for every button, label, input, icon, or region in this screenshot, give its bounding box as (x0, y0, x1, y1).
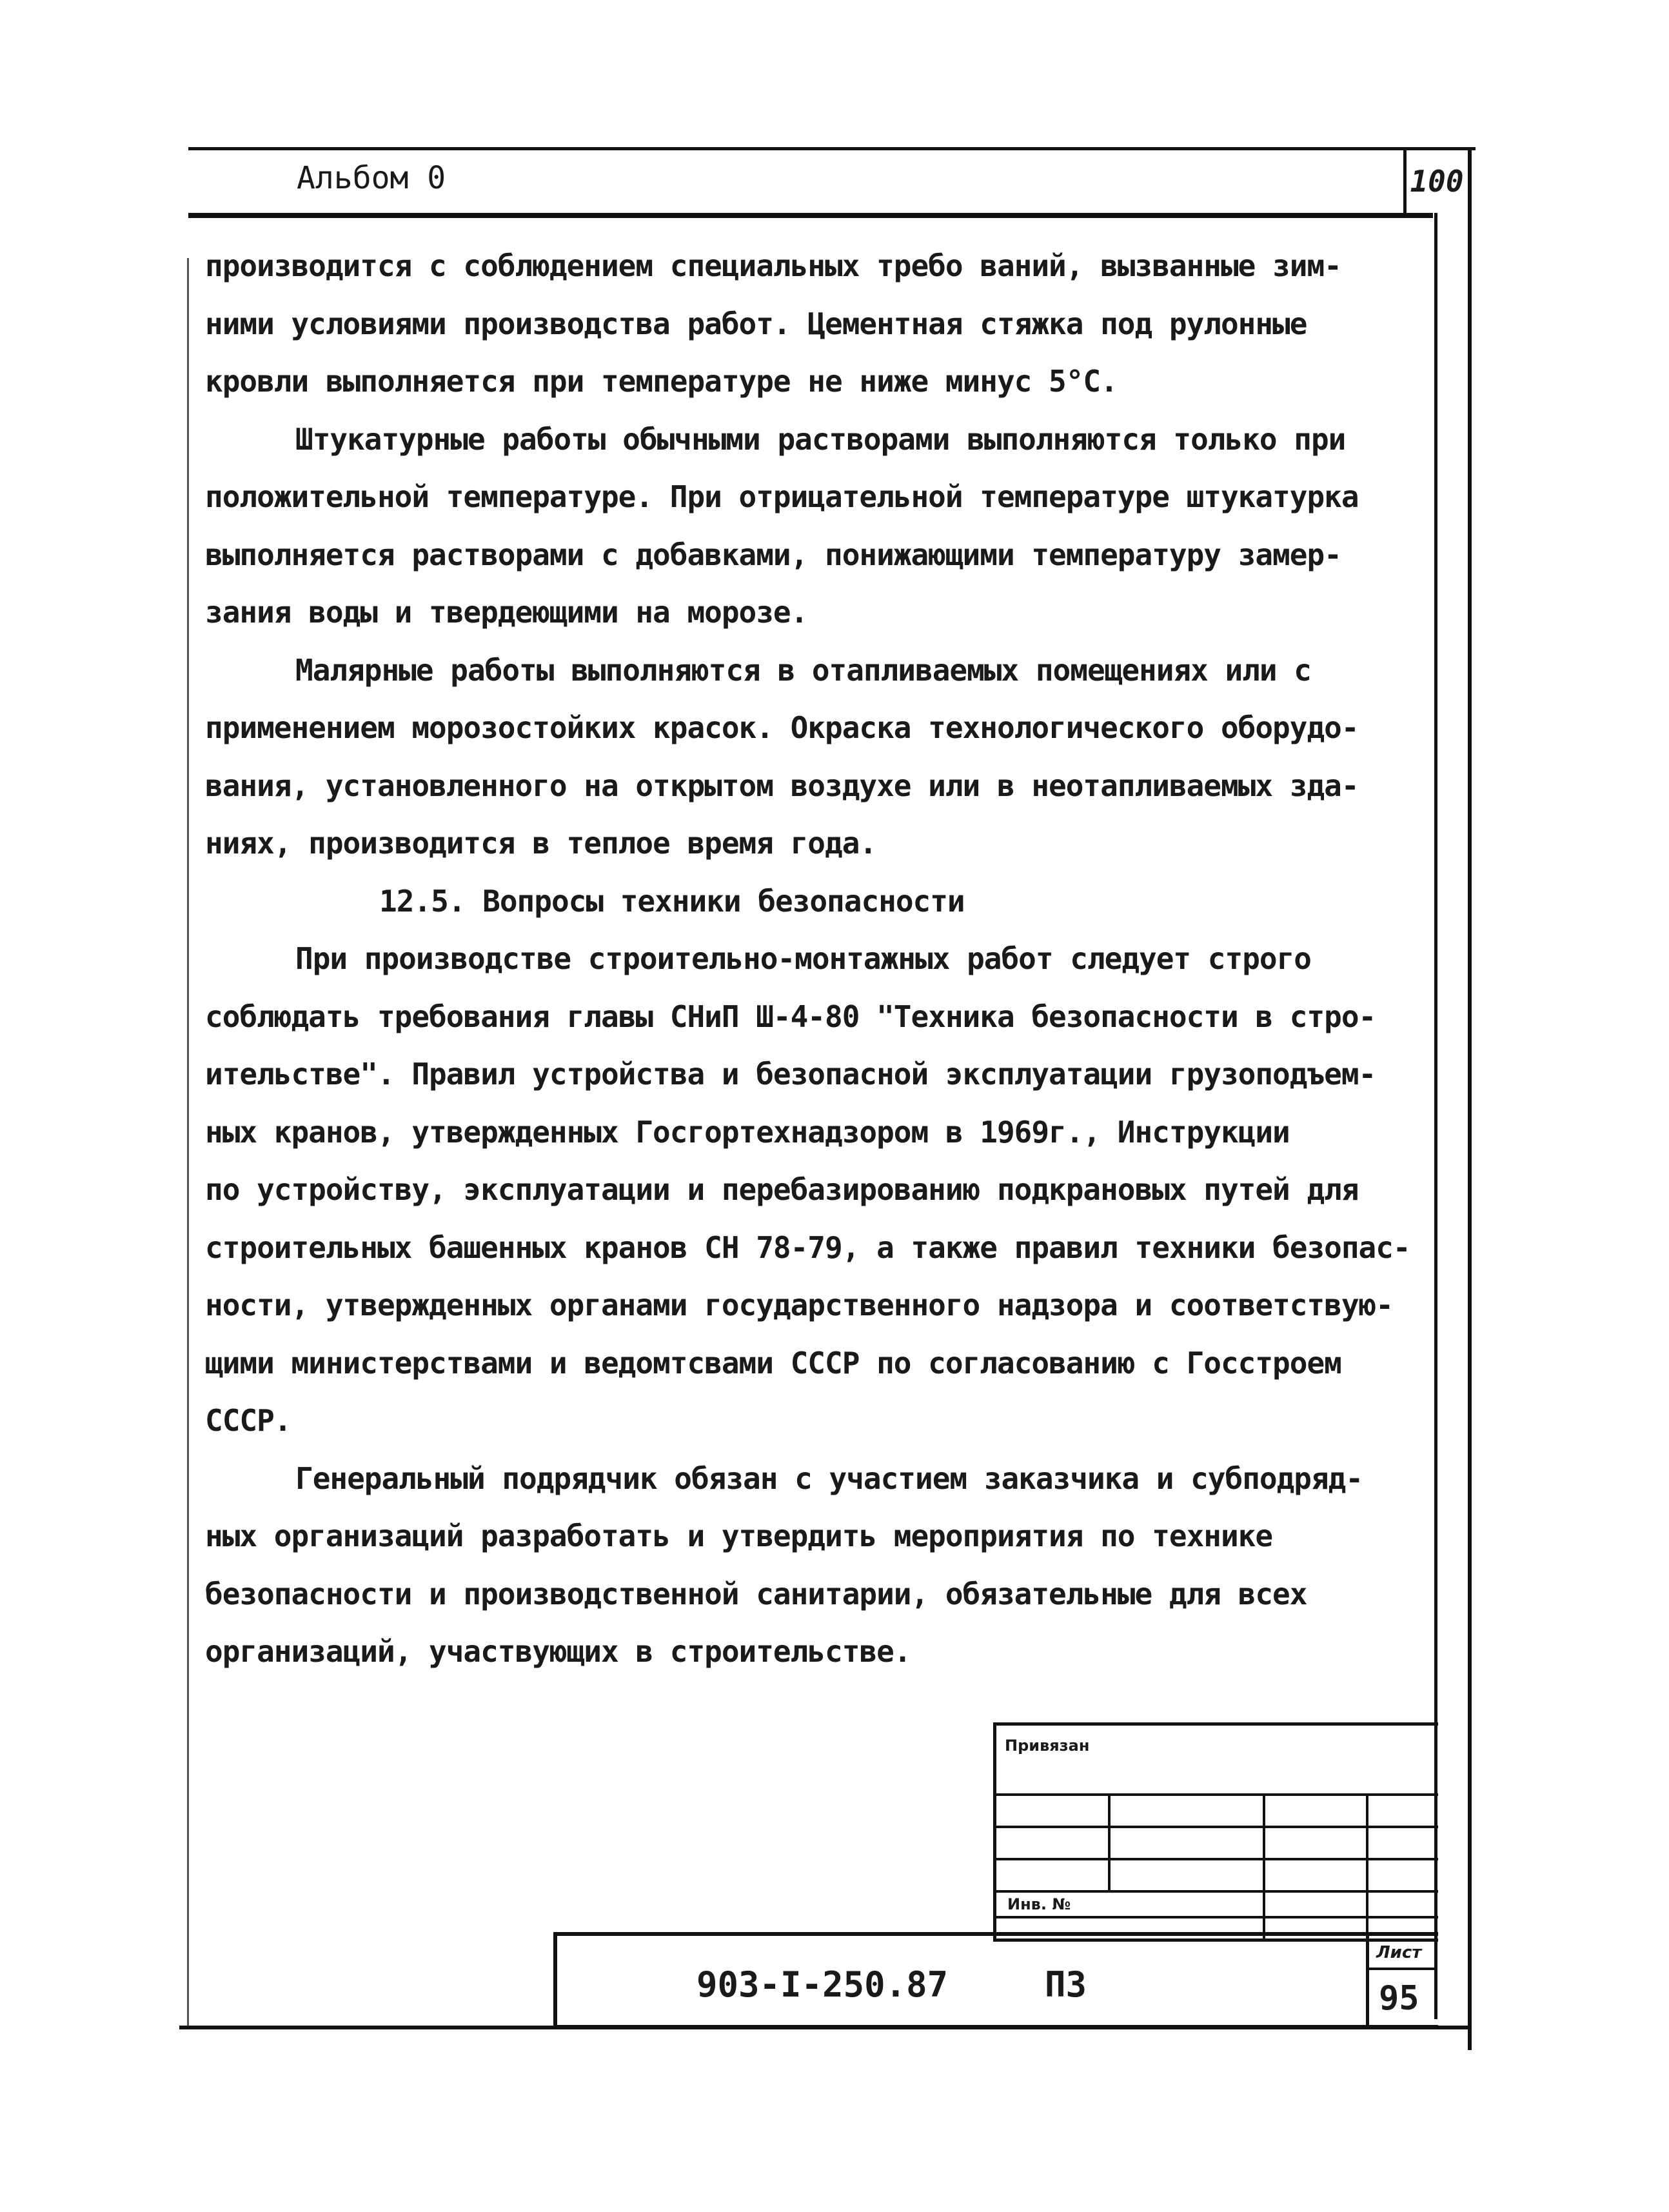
text-line: безопасности и производственной санитарии, обязательные для всех (205, 1576, 1307, 1611)
stamp-row-line (993, 1890, 1438, 1893)
text-line: СССР. (205, 1403, 291, 1438)
bound-label: Привязан (1005, 1737, 1090, 1755)
title-block (553, 1932, 1438, 2029)
text-line: положительной температуре. При отрицательной температуре штукатурка (205, 479, 1359, 514)
frame-bottom-line (179, 2026, 1472, 2029)
text-line: по устройству, эксплуатации и перебазированию подкрановых путей для (205, 1172, 1359, 1207)
stamp-row-line (993, 1826, 1438, 1828)
text-line: ности, утвержденных органами государственного надзора и соответствую- (205, 1288, 1393, 1322)
text-line: ных организаций разработать и утвердить мероприятия по технике (205, 1519, 1273, 1553)
text-line: ниях, производится в теплое время года. (205, 826, 877, 861)
sheet-number: 95 (1379, 1979, 1419, 2018)
album-title: Альбом 0 (297, 160, 446, 196)
stamp-col-line (1366, 1793, 1368, 1942)
paragraph (205, 1450, 1430, 1681)
text-line: При производстве строительно-монтажных работ следует строго (295, 941, 1311, 976)
text-line: кровли выполняется при температуре не ниже минус 5°С. (205, 364, 1118, 399)
text-line: ними условиями производства работ. Цементная стяжка под рулонные (205, 306, 1307, 341)
document-code: 903-I-250.87 (696, 1964, 949, 2005)
paragraph (205, 411, 1430, 642)
text-line: ительстве". Правил устройства и безопасной эксплуатации грузоподъем- (205, 1057, 1376, 1091)
frame-left-line (187, 258, 189, 2026)
text-line: зания воды и твердеющими на морозе. (205, 595, 808, 630)
text-line: ных кранов, утвержденных Госгортехнадзором в 1969г., Инструкции (205, 1114, 1290, 1150)
text-line: Малярные работы выполняются в отапливаемых помещениях или с (295, 652, 1311, 688)
stamp-row-line (993, 1916, 1438, 1918)
stamp-col-line (1263, 1793, 1265, 1942)
top-page-number: 100 (1410, 164, 1464, 199)
stamp-row-line (993, 1793, 1438, 1796)
text-line: Штукатурные работы обычными растворами выполняются только при (295, 421, 1346, 457)
sheet-cell-divider (1366, 1935, 1369, 2029)
paragraph (205, 930, 1430, 1450)
frame-right-line-outer (1468, 147, 1472, 2050)
text-line: соблюдать требования главы СНиП Ш-4-80 "Техника безопасности в стро- (205, 999, 1376, 1034)
text-line: применением морозостойких красок. Окраска технологического оборудо- (205, 710, 1359, 745)
sheet-label-underline (1366, 1968, 1437, 1970)
frame-top-line (188, 147, 1476, 150)
text-line: Генеральный подрядчик обязан с участием заказчика и субподряд- (295, 1460, 1363, 1496)
document-body (205, 237, 1430, 1681)
paragraph (205, 237, 1430, 411)
stamp-row-line (993, 1858, 1438, 1860)
stamp-col-line (1108, 1793, 1111, 1890)
paragraph (205, 642, 1430, 873)
text-line: организаций, участвующих в строительстве. (205, 1634, 911, 1669)
sheet-label: Лист (1376, 1943, 1422, 1962)
text-line: вания, установленного на открытом воздухе или в неотапливаемых зда- (205, 768, 1359, 803)
inventory-number-label: Инв. № (1007, 1895, 1071, 1913)
text-line: щими министерствами и ведомтсвами СССР по согласованию с Госстроем (205, 1345, 1341, 1380)
section-heading: 12.5. Вопросы техники безопасности (379, 883, 965, 919)
document-section: ПЗ (1045, 1964, 1087, 2005)
text-line: строительных башенных кранов СН 78-79, а также правил техники безопас- (205, 1230, 1410, 1265)
text-line: производится с соблюдением специальных требо ваний, вызванные зим- (205, 248, 1341, 283)
text-line: выполняется растворами с добавками, понижающими температуру замер- (205, 537, 1341, 572)
header-underline (188, 213, 1433, 218)
